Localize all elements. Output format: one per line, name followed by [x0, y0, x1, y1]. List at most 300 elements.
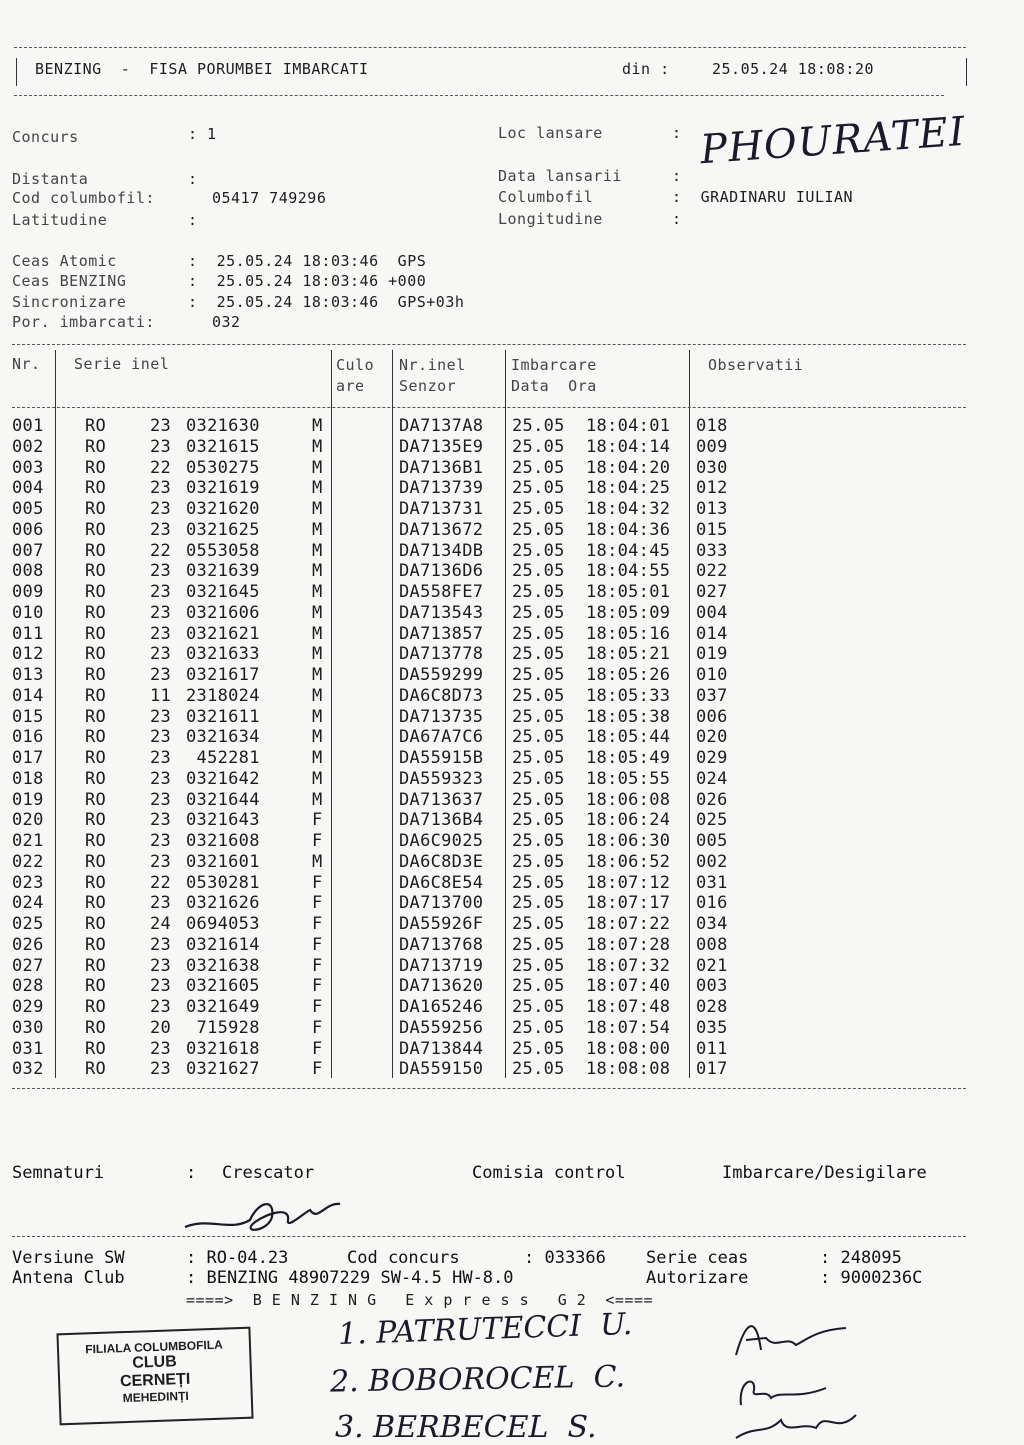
- row-time: 18:06:30: [586, 831, 671, 851]
- row-observatii: 029: [696, 748, 728, 768]
- cod-concurs-value: : 033366: [524, 1248, 606, 1268]
- table-row: [0, 748, 1024, 769]
- row-date: 25.05: [512, 810, 565, 831]
- latitudine-value: :: [188, 211, 198, 229]
- row-nr: 006: [12, 519, 44, 540]
- row-country: RO: [85, 727, 107, 748]
- row-sex: M: [312, 561, 323, 582]
- row-country: RO: [85, 685, 107, 706]
- table-row: [0, 458, 1024, 479]
- row-nr: 025: [12, 914, 44, 934]
- row-year: 23: [150, 893, 172, 914]
- row-ring-number: 0321643: [186, 810, 260, 831]
- row-sensor-ring: DA713731: [399, 499, 484, 519]
- row-nr: 010: [12, 602, 44, 623]
- row-sensor-ring: DA7135E9: [399, 436, 484, 457]
- imbarcare-desigilare-label: Imbarcare/Desigilare: [722, 1163, 927, 1183]
- row-date: 25.05: [512, 748, 565, 768]
- stamp-line-4: MEHEDINȚI: [122, 1388, 189, 1406]
- row-sensor-ring: DA713543: [399, 602, 484, 623]
- table-row: [0, 582, 1024, 603]
- row-nr: 008: [12, 561, 44, 582]
- row-country: RO: [85, 519, 107, 540]
- row-observatii: 031: [696, 872, 728, 893]
- concurs-label: Concurs: [12, 128, 79, 146]
- row-country: RO: [85, 831, 107, 851]
- table-row: [0, 914, 1024, 935]
- row-year: 23: [150, 665, 172, 685]
- row-country: RO: [85, 976, 107, 997]
- row-sex: F: [312, 893, 323, 914]
- row-year: 23: [150, 416, 172, 436]
- row-year: 23: [150, 706, 172, 727]
- data-lansarii-label: Data lansarii: [498, 167, 622, 185]
- row-year: 23: [150, 644, 172, 665]
- row-sensor-ring: DA713672: [399, 519, 484, 540]
- row-time: 18:07:48: [586, 997, 671, 1017]
- row-year: 22: [150, 540, 172, 561]
- row-nr: 012: [12, 644, 44, 665]
- row-country: RO: [85, 748, 107, 768]
- row-sex: M: [312, 540, 323, 561]
- table-row: [0, 603, 1024, 624]
- row-year: 23: [150, 748, 172, 768]
- row-observatii: 037: [696, 685, 728, 706]
- row-sensor-ring: DA6C8E54: [399, 872, 484, 893]
- header-right-bar: [966, 58, 967, 86]
- row-nr: 007: [12, 540, 44, 561]
- ceas-atomic-value: : 25.05.24 18:03:46 GPS: [188, 252, 427, 270]
- row-sensor-ring: DA559150: [399, 1059, 484, 1080]
- row-observatii: 026: [696, 789, 728, 810]
- row-ring-number: 715928: [186, 1017, 260, 1038]
- table-row: [0, 873, 1024, 894]
- table-row: [0, 478, 1024, 499]
- header-observatii: Observatii: [708, 356, 804, 374]
- row-date: 25.05: [512, 727, 565, 748]
- row-sex: M: [312, 602, 323, 623]
- row-country: RO: [85, 1059, 107, 1080]
- table-row: [0, 769, 1024, 790]
- ceas-benzing-label: Ceas BENZING: [12, 272, 127, 290]
- table-row: [0, 997, 1024, 1018]
- table-row: [0, 1018, 1024, 1039]
- row-sensor-ring: DA558FE7: [399, 582, 484, 602]
- row-sensor-ring: DA559256: [399, 1017, 484, 1038]
- row-observatii: 016: [696, 893, 728, 914]
- row-sensor-ring: DA55926F: [399, 914, 484, 934]
- longitudine-colon: :: [672, 210, 682, 228]
- loc-lansare-handwritten: PHOURATEI: [698, 108, 968, 174]
- row-ring-number: 0321633: [186, 644, 260, 665]
- row-country: RO: [85, 706, 107, 727]
- cod-columbofil-label: Cod columbofil:: [12, 189, 155, 207]
- row-country: RO: [85, 872, 107, 893]
- antena-club-label: Antena Club: [12, 1268, 125, 1288]
- row-year: 23: [150, 955, 172, 976]
- row-sex: M: [312, 499, 323, 519]
- row-sex: M: [312, 685, 323, 706]
- row-sex: F: [312, 1038, 323, 1059]
- table-row: [0, 541, 1024, 562]
- row-sex: F: [312, 914, 323, 934]
- row-sex: F: [312, 955, 323, 976]
- din-value: 25.05.24 18:08:20: [712, 60, 875, 78]
- row-time: 18:07:28: [586, 934, 671, 955]
- row-time: 18:05:16: [586, 623, 671, 644]
- header-culoare-2: are: [336, 377, 365, 395]
- row-ring-number: 0321644: [186, 789, 260, 810]
- row-country: RO: [85, 478, 107, 499]
- row-date: 25.05: [512, 831, 565, 851]
- row-sensor-ring: DA7134DB: [399, 540, 484, 561]
- row-ring-number: 2318024: [186, 685, 260, 706]
- row-date: 25.05: [512, 976, 565, 997]
- header-left-bar: [16, 58, 17, 86]
- row-nr: 021: [12, 831, 44, 851]
- row-nr: 027: [12, 955, 44, 976]
- row-date: 25.05: [512, 872, 565, 893]
- row-sex: M: [312, 748, 323, 768]
- table-row: [0, 1059, 1024, 1080]
- header-senzor-1: Nr.inel: [399, 356, 466, 374]
- row-time: 18:04:20: [586, 457, 671, 478]
- row-country: RO: [85, 416, 107, 436]
- row-ring-number: 0530281: [186, 872, 260, 893]
- table-row: [0, 624, 1024, 645]
- row-date: 25.05: [512, 789, 565, 810]
- row-time: 18:04:25: [586, 478, 671, 499]
- din-label: din :: [622, 60, 670, 78]
- autorizare-label: Autorizare: [646, 1268, 749, 1288]
- table-row: [0, 707, 1024, 728]
- row-observatii: 027: [696, 582, 728, 602]
- commission-member-1: 1. PATRUTECCI U.: [337, 1306, 633, 1353]
- row-time: 18:04:45: [586, 540, 671, 561]
- row-ring-number: 0321621: [186, 623, 260, 644]
- row-country: RO: [85, 602, 107, 623]
- benzing-banner: ====> B E N Z I N G E x p r e s s G 2 <====: [186, 1291, 654, 1309]
- row-year: 23: [150, 1059, 172, 1080]
- table-row: [0, 499, 1024, 520]
- row-nr: 004: [12, 478, 44, 499]
- row-time: 18:05:55: [586, 768, 671, 789]
- row-ring-number: 0321601: [186, 851, 260, 872]
- row-date: 25.05: [512, 478, 565, 499]
- cod-columbofil-value: 05417 749296: [212, 189, 327, 207]
- row-country: RO: [85, 893, 107, 914]
- row-observatii: 002: [696, 851, 728, 872]
- row-ring-number: 0321614: [186, 934, 260, 955]
- table-row: [0, 727, 1024, 748]
- versiune-sw-label: Versiune SW: [12, 1248, 125, 1268]
- row-date: 25.05: [512, 457, 565, 478]
- row-ring-number: 452281: [186, 748, 260, 768]
- row-date: 25.05: [512, 706, 565, 727]
- columbofil-value: : GRADINARU IULIAN: [672, 188, 854, 206]
- row-country: RO: [85, 997, 107, 1017]
- table-bottom-border: [12, 1088, 966, 1089]
- row-date: 25.05: [512, 519, 565, 540]
- row-date: 25.05: [512, 540, 565, 561]
- row-time: 18:05:26: [586, 665, 671, 685]
- row-sensor-ring: DA7136B1: [399, 457, 484, 478]
- row-observatii: 009: [696, 436, 728, 457]
- row-country: RO: [85, 955, 107, 976]
- row-sensor-ring: DA713768: [399, 934, 484, 955]
- row-time: 18:05:38: [586, 706, 671, 727]
- row-sex: M: [312, 789, 323, 810]
- serie-ceas-value: : 248095: [820, 1248, 902, 1268]
- row-country: RO: [85, 914, 107, 934]
- header-bottom-border: [14, 95, 944, 96]
- row-ring-number: 0530275: [186, 457, 260, 478]
- row-nr: 031: [12, 1038, 44, 1059]
- row-date: 25.05: [512, 499, 565, 519]
- row-observatii: 013: [696, 499, 728, 519]
- row-year: 23: [150, 727, 172, 748]
- row-country: RO: [85, 436, 107, 457]
- concurs-value: : 1: [188, 125, 217, 143]
- row-sex: M: [312, 727, 323, 748]
- row-time: 18:08:08: [586, 1059, 671, 1080]
- row-nr: 011: [12, 623, 44, 644]
- row-observatii: 011: [696, 1038, 728, 1059]
- row-year: 24: [150, 914, 172, 934]
- row-nr: 032: [12, 1059, 44, 1080]
- row-country: RO: [85, 561, 107, 582]
- header-top-border: [14, 47, 966, 48]
- row-sex: F: [312, 997, 323, 1017]
- row-observatii: 035: [696, 1017, 728, 1038]
- row-country: RO: [85, 499, 107, 519]
- row-nr: 016: [12, 727, 44, 748]
- row-observatii: 010: [696, 665, 728, 685]
- row-year: 22: [150, 872, 172, 893]
- row-year: 23: [150, 499, 172, 519]
- row-observatii: 014: [696, 623, 728, 644]
- row-date: 25.05: [512, 893, 565, 914]
- row-sex: F: [312, 1017, 323, 1038]
- row-observatii: 030: [696, 457, 728, 478]
- row-ring-number: 0321620: [186, 499, 260, 519]
- header-imbarcare-2: Data Ora: [511, 377, 597, 395]
- distanta-value: :: [188, 170, 198, 188]
- row-sensor-ring: DA67A7C6: [399, 727, 484, 748]
- row-sensor-ring: DA713735: [399, 706, 484, 727]
- row-ring-number: 0321639: [186, 561, 260, 582]
- row-time: 18:05:09: [586, 602, 671, 623]
- row-date: 25.05: [512, 1017, 565, 1038]
- table-row: [0, 976, 1024, 997]
- row-observatii: 019: [696, 644, 728, 665]
- row-sensor-ring: DA6C8D73: [399, 685, 484, 706]
- ceas-benzing-value: : 25.05.24 18:03:46 +000: [188, 272, 427, 290]
- row-sensor-ring: DA7137A8: [399, 416, 484, 436]
- row-date: 25.05: [512, 851, 565, 872]
- row-nr: 015: [12, 706, 44, 727]
- row-date: 25.05: [512, 955, 565, 976]
- row-country: RO: [85, 623, 107, 644]
- row-observatii: 006: [696, 706, 728, 727]
- row-sensor-ring: DA713719: [399, 955, 484, 976]
- row-country: RO: [85, 1017, 107, 1038]
- row-sensor-ring: DA713844: [399, 1038, 484, 1059]
- row-time: 18:04:55: [586, 561, 671, 582]
- row-ring-number: 0321642: [186, 768, 260, 789]
- row-year: 23: [150, 934, 172, 955]
- row-year: 23: [150, 831, 172, 851]
- row-country: RO: [85, 540, 107, 561]
- row-year: 23: [150, 789, 172, 810]
- row-ring-number: 0321645: [186, 582, 260, 602]
- row-observatii: 015: [696, 519, 728, 540]
- semnaturi-label: Semnaturi: [12, 1163, 105, 1183]
- row-time: 18:04:14: [586, 436, 671, 457]
- table-row: [0, 416, 1024, 437]
- row-observatii: 012: [696, 478, 728, 499]
- crescator-signature: [180, 1192, 360, 1242]
- row-sex: M: [312, 436, 323, 457]
- row-sex: M: [312, 706, 323, 727]
- row-sensor-ring: DA7136D6: [399, 561, 484, 582]
- row-ring-number: 0321638: [186, 955, 260, 976]
- row-date: 25.05: [512, 602, 565, 623]
- row-sensor-ring: DA559323: [399, 768, 484, 789]
- row-date: 25.05: [512, 561, 565, 582]
- row-date: 25.05: [512, 582, 565, 602]
- row-year: 23: [150, 623, 172, 644]
- row-ring-number: 0694053: [186, 914, 260, 934]
- row-date: 25.05: [512, 644, 565, 665]
- row-year: 11: [150, 685, 172, 706]
- row-nr: 019: [12, 789, 44, 810]
- row-country: RO: [85, 582, 107, 602]
- row-time: 18:07:22: [586, 914, 671, 934]
- row-sensor-ring: DA7136B4: [399, 810, 484, 831]
- row-sex: M: [312, 644, 323, 665]
- row-nr: 026: [12, 934, 44, 955]
- header-serie-inel: Serie inel: [74, 355, 170, 373]
- row-time: 18:07:12: [586, 872, 671, 893]
- data-lansarii-colon: :: [672, 167, 682, 185]
- row-ring-number: 0321617: [186, 665, 260, 685]
- serie-ceas-label: Serie ceas: [646, 1248, 749, 1268]
- row-sex: F: [312, 810, 323, 831]
- row-country: RO: [85, 810, 107, 831]
- table-row: [0, 520, 1024, 541]
- row-time: 18:06:08: [586, 789, 671, 810]
- table-row: [0, 665, 1024, 686]
- row-country: RO: [85, 789, 107, 810]
- row-country: RO: [85, 851, 107, 872]
- row-nr: 017: [12, 748, 44, 768]
- club-stamp: [56, 1327, 253, 1426]
- row-sex: F: [312, 831, 323, 851]
- row-ring-number: 0321618: [186, 1038, 260, 1059]
- row-ring-number: 0321611: [186, 706, 260, 727]
- header-culoare-1: Culo: [336, 356, 375, 374]
- row-time: 18:07:17: [586, 893, 671, 914]
- row-date: 25.05: [512, 416, 565, 436]
- row-country: RO: [85, 665, 107, 685]
- row-date: 25.05: [512, 685, 565, 706]
- row-year: 23: [150, 976, 172, 997]
- row-date: 25.05: [512, 436, 565, 457]
- row-year: 23: [150, 1038, 172, 1059]
- row-sensor-ring: DA713857: [399, 623, 484, 644]
- row-nr: 023: [12, 872, 44, 893]
- table-row: [0, 437, 1024, 458]
- row-observatii: 003: [696, 976, 728, 997]
- row-nr: 003: [12, 457, 44, 478]
- table-row: [0, 790, 1024, 811]
- row-sex: M: [312, 582, 323, 602]
- row-date: 25.05: [512, 623, 565, 644]
- table-row: [0, 893, 1024, 914]
- row-date: 25.05: [512, 768, 565, 789]
- row-time: 18:07:32: [586, 955, 671, 976]
- row-sensor-ring: DA165246: [399, 997, 484, 1017]
- row-time: 18:04:01: [586, 416, 671, 436]
- table-row: [0, 810, 1024, 831]
- row-date: 25.05: [512, 997, 565, 1017]
- row-year: 23: [150, 478, 172, 499]
- row-country: RO: [85, 457, 107, 478]
- table-row: [0, 831, 1024, 852]
- row-observatii: 004: [696, 602, 728, 623]
- table-row: [0, 852, 1024, 873]
- row-ring-number: 0321630: [186, 416, 260, 436]
- table-row: [0, 935, 1024, 956]
- row-sex: M: [312, 851, 323, 872]
- loc-lansare-label: Loc lansare: [498, 124, 603, 142]
- antena-club-value: : BENZING 48907229 SW-4.5 HW-8.0: [186, 1268, 514, 1288]
- footer-divider: [12, 1236, 966, 1237]
- porumbei-imbarcati-label: Por. imbarcati:: [12, 313, 155, 331]
- row-sex: M: [312, 478, 323, 499]
- row-observatii: 028: [696, 997, 728, 1017]
- row-sex: F: [312, 872, 323, 893]
- row-date: 25.05: [512, 914, 565, 934]
- table-row: [0, 686, 1024, 707]
- row-year: 20: [150, 1017, 172, 1038]
- row-time: 18:06:24: [586, 810, 671, 831]
- row-nr: 029: [12, 997, 44, 1017]
- row-sex: F: [312, 1059, 323, 1080]
- sincronizare-value: : 25.05.24 18:03:46 GPS+03h: [188, 293, 465, 311]
- row-date: 25.05: [512, 1038, 565, 1059]
- row-observatii: 033: [696, 540, 728, 561]
- comisia-control-label: Comisia control: [472, 1163, 626, 1183]
- row-time: 18:05:49: [586, 748, 671, 768]
- row-ring-number: 0321619: [186, 478, 260, 499]
- row-sex: F: [312, 976, 323, 997]
- table-row: [0, 956, 1024, 977]
- row-year: 23: [150, 602, 172, 623]
- row-observatii: 017: [696, 1059, 728, 1080]
- latitudine-label: Latitudine: [12, 211, 108, 229]
- sincronizare-label: Sincronizare: [12, 293, 127, 311]
- table-row: [0, 561, 1024, 582]
- row-sensor-ring: DA713700: [399, 893, 484, 914]
- row-year: 23: [150, 810, 172, 831]
- row-sex: M: [312, 665, 323, 685]
- row-country: RO: [85, 768, 107, 789]
- porumbei-imbarcati-value: 032: [212, 313, 241, 331]
- row-time: 18:05:33: [586, 685, 671, 706]
- row-time: 18:07:40: [586, 976, 671, 997]
